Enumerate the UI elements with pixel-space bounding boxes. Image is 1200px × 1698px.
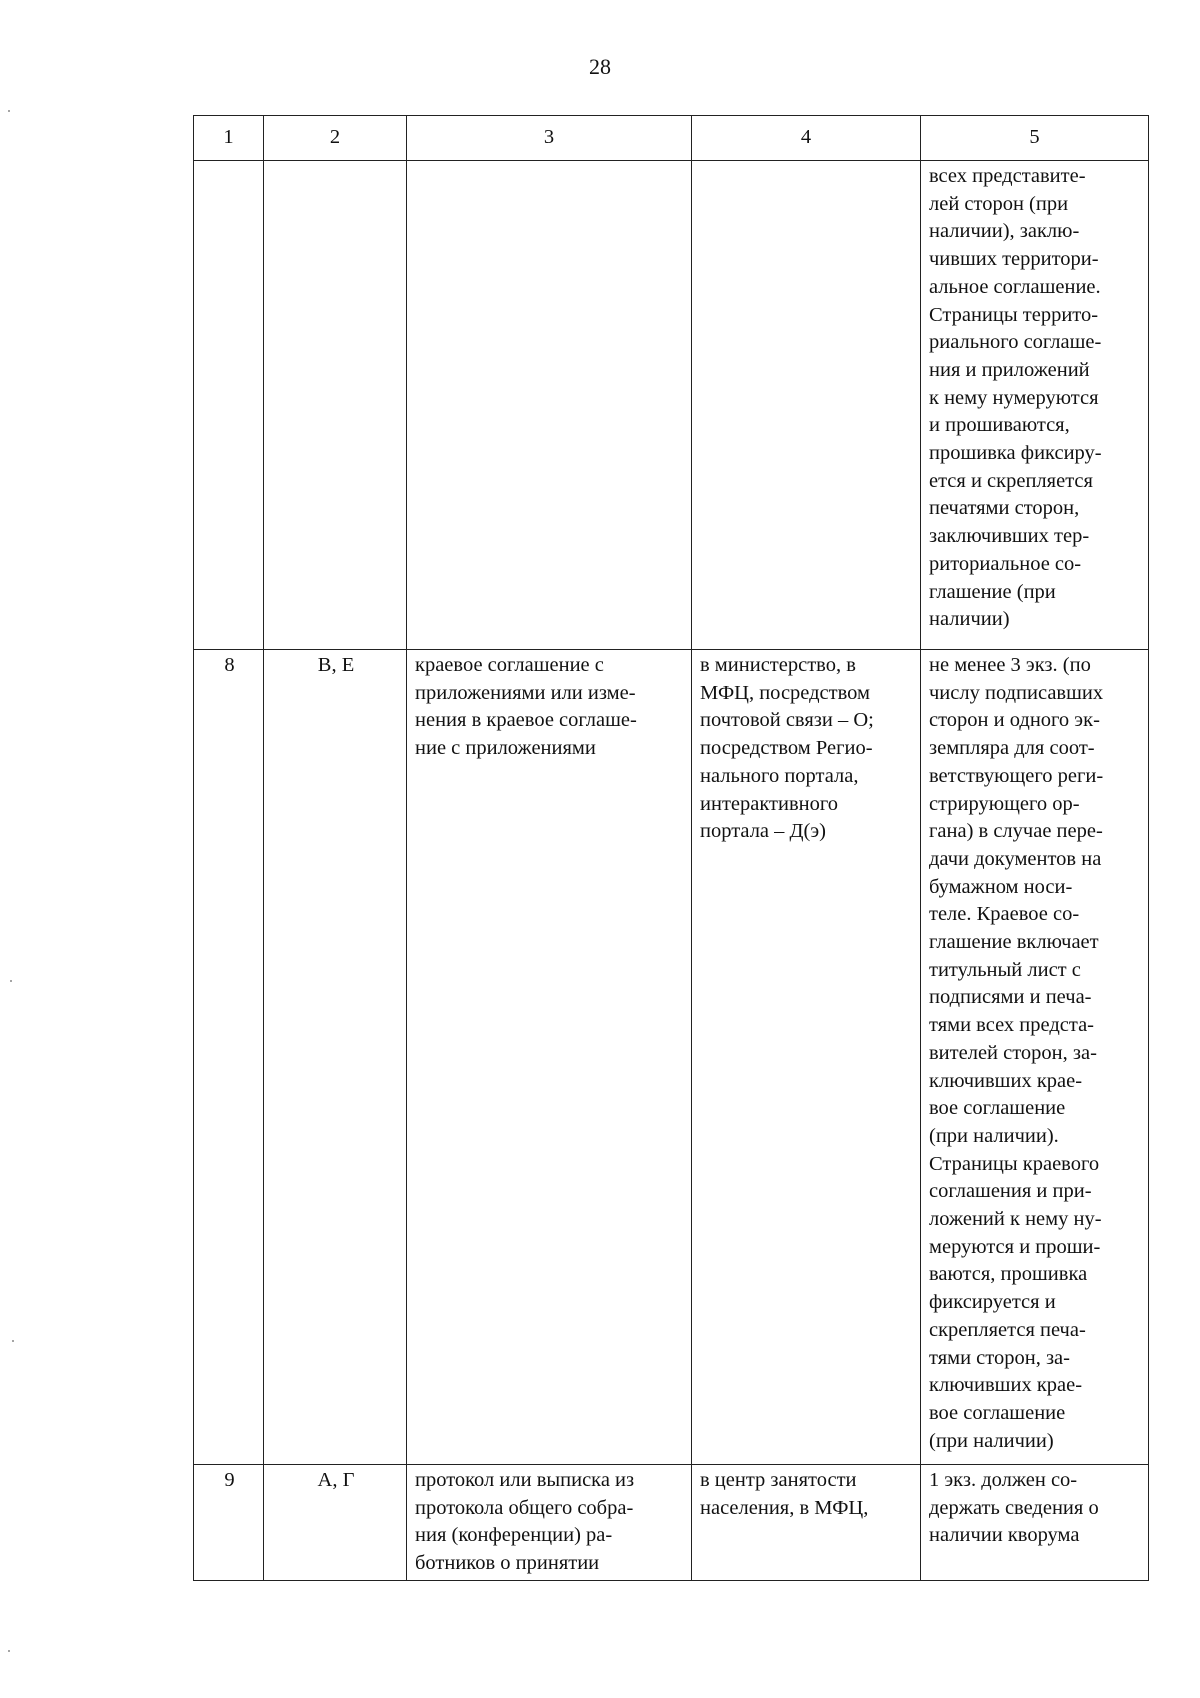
cell-text-line: 1 экз. должен со-: [929, 1469, 1078, 1491]
cell-text-line: риального соглаше-: [929, 331, 1102, 354]
submission-method-cell: [692, 650, 921, 1465]
cell-text-line: держать сведения о: [929, 1496, 1099, 1519]
table-row: [194, 650, 1149, 1465]
cell-text-line: и прошиваются,: [929, 414, 1070, 437]
category-cell: [264, 161, 407, 650]
cell-text-line: МФЦ, посредством: [700, 681, 870, 704]
cell-text-line: ние с приложениями: [415, 737, 596, 760]
cell-text-line: протокола общего собра-: [415, 1496, 634, 1519]
requirements-cell: [921, 161, 1149, 650]
cell-text-line: Страницы краевого: [929, 1152, 1100, 1175]
table-row: [194, 161, 1149, 650]
cell-text-line: протокол или выписка из: [415, 1469, 635, 1491]
cell-text-line: соглашения и при-: [929, 1180, 1092, 1203]
cell-text-line: риториальное со-: [929, 552, 1082, 575]
cell-text-line: глашение включает: [929, 931, 1099, 954]
cell-text-line: ключивших крае-: [929, 1069, 1083, 1092]
document-name-cell: [407, 1465, 692, 1581]
row-number-cell: 8: [194, 650, 264, 1465]
cell-text-line: титульный лист с: [929, 958, 1081, 981]
scan-speck: [8, 1650, 10, 1652]
cell-text-line: лей сторон (при: [929, 192, 1069, 215]
cell-text-line: ключивших крае-: [929, 1374, 1083, 1397]
cell-text-line: почтовой связи – О;: [700, 709, 874, 732]
cell-text-line: к нему нумеруются: [929, 386, 1099, 409]
cell-text-line: посредством Регио-: [700, 737, 873, 760]
cell-text-line: числу подписавших: [929, 681, 1104, 704]
cell-text-line: не менее 3 экз. (по: [929, 654, 1091, 676]
cell-text-line: прошивка фиксиру-: [929, 442, 1102, 465]
submission-method-cell: [692, 1465, 921, 1581]
cell-text-line: приложениями или изме-: [415, 681, 636, 704]
cell-text-line: ется и скрепляется: [929, 469, 1093, 492]
cell-text-line: печатями сторон,: [929, 497, 1080, 520]
cell-text-line: фиксируется и: [929, 1291, 1056, 1314]
cell-text-line: в министерство, в: [700, 654, 856, 676]
cell-text-line: ния и приложений: [929, 358, 1090, 381]
cell-text-line: портала – Д(э): [700, 820, 826, 843]
cell-text-line: бумажном носи-: [929, 875, 1073, 898]
cell-text-line: чивших территори-: [929, 248, 1099, 271]
cell-text-line: краевое соглашение с: [415, 654, 604, 676]
table-header-row: [194, 116, 1149, 161]
cell-text-line: альное соглашение.: [929, 275, 1101, 298]
cell-text-line: вое соглашение: [929, 1401, 1066, 1424]
cell-text-line: стрирующего ор-: [929, 792, 1080, 815]
cell-text-line: заключивших тер-: [929, 525, 1090, 548]
cell-text-line: (при наличии).: [929, 1124, 1059, 1147]
requirements-cell: [921, 1465, 1149, 1581]
cell-text-line: ложений к нему ну-: [929, 1208, 1102, 1231]
scan-speck: [8, 110, 10, 112]
document-table: [193, 115, 1149, 1581]
document-name-cell: [407, 161, 692, 650]
cell-text-line: вителей сторон, за-: [929, 1041, 1097, 1064]
cell-text-line: нения в краевое соглаше-: [415, 709, 637, 732]
cell-text-line: наличии): [929, 608, 1010, 631]
cell-text-line: тями всех предста-: [929, 1014, 1095, 1037]
cell-text-line: ботников о принятии: [415, 1552, 600, 1575]
cell-text-line: земпляра для соот-: [929, 737, 1095, 760]
cell-text-line: Страницы террито-: [929, 303, 1099, 326]
column-header-5: 5: [921, 116, 1149, 161]
requirements-cell: [921, 650, 1149, 1465]
table-row: [194, 1465, 1149, 1581]
cell-text-line: наличии кворума: [929, 1524, 1080, 1547]
row-number-cell: [194, 161, 264, 650]
cell-text-line: (при наличии): [929, 1429, 1054, 1452]
scan-speck: [12, 1340, 14, 1342]
column-header-3: 3: [407, 116, 692, 161]
scan-speck: [10, 980, 12, 982]
cell-text-line: теле. Краевое со-: [929, 903, 1080, 926]
category-cell: А, Г: [264, 1465, 407, 1581]
cell-text-line: в центр занятости: [700, 1469, 857, 1491]
category-cell: В, Е: [264, 650, 407, 1465]
document-name-cell: [407, 650, 692, 1465]
cell-text-line: сторон и одного эк-: [929, 709, 1100, 732]
cell-text-line: ветствующего реги-: [929, 764, 1104, 787]
cell-text-line: нального портала,: [700, 764, 859, 787]
cell-text-line: подписями и печа-: [929, 986, 1092, 1009]
cell-text-line: гана) в случае пере-: [929, 820, 1103, 843]
page-number: 28: [589, 54, 611, 79]
column-header-2: 2: [264, 116, 407, 161]
column-header-1: 1: [194, 116, 264, 161]
submission-method-cell: [692, 161, 921, 650]
cell-text-line: наличии), заклю-: [929, 220, 1080, 243]
cell-text-line: меруются и проши-: [929, 1235, 1101, 1258]
cell-text-line: населения, в МФЦ,: [700, 1496, 869, 1519]
cell-text-line: дачи документов на: [929, 847, 1102, 870]
cell-text-line: глашение (при: [929, 580, 1056, 603]
cell-text-line: скрепляется печа-: [929, 1318, 1086, 1341]
cell-text-line: тями сторон, за-: [929, 1346, 1070, 1369]
cell-text-line: вое соглашение: [929, 1097, 1066, 1120]
cell-text-line: всех представите-: [929, 165, 1086, 187]
cell-text-line: ния (конференции) ра-: [415, 1524, 613, 1547]
column-header-4: 4: [692, 116, 921, 161]
cell-text-line: ваются, прошивка: [929, 1263, 1088, 1286]
row-number-cell: 9: [194, 1465, 264, 1581]
cell-text-line: интерактивного: [700, 792, 839, 815]
